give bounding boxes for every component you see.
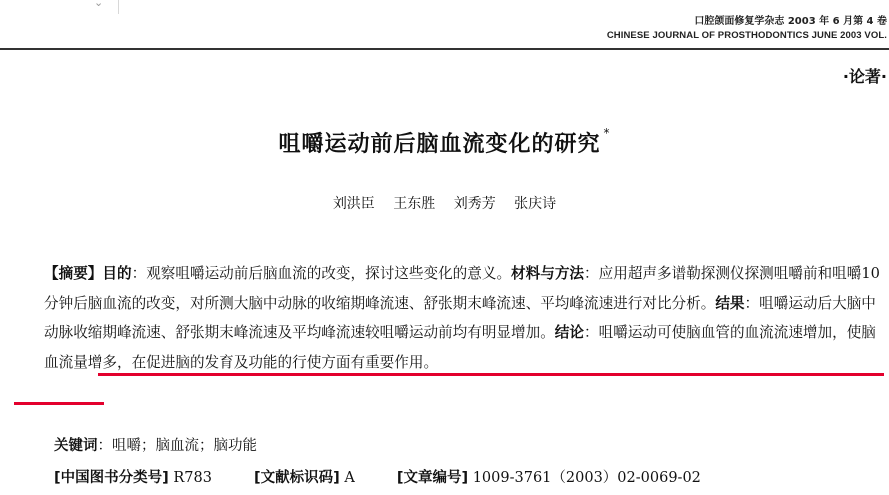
conclusion-text: ：咀嚼运动可使脑血管的血流流速增加，使脑血流量增多，在促进脑的发育及功能的行使方面有重要作用。: [44, 324, 876, 371]
article-number-value: 1009-3761（2003）02-0069-02: [472, 470, 701, 486]
section-tag: ·论著·: [842, 67, 887, 86]
title-footnote-mark: *: [603, 125, 611, 140]
purpose-label: 目的: [102, 265, 132, 282]
article-number-label: [文章编号]: [396, 470, 469, 486]
keywords-text: ：咀嚼；脑血流；脑功能: [97, 438, 257, 454]
viewer-toolbar-fragment: [0, 0, 119, 14]
article-title: [0, 127, 889, 158]
author-list: 刘洪臣 王东胜 刘秀芳 张庆诗: [332, 196, 557, 212]
chevron-down-icon[interactable]: ⌄: [94, 0, 104, 9]
purpose-text: ：观察咀嚼运动前后脑血流的改变，探讨这些变化的意义。: [131, 265, 512, 282]
keywords-label: 关键词: [54, 438, 98, 454]
doc-code-label: [文献标识码]: [253, 470, 340, 486]
conclusion-underline-line1: [98, 373, 884, 376]
abstract-paragraph: [44, 259, 886, 377]
journal-header-en: CHINESE JOURNAL OF PROSTHODONTICS JUNE 2003 VOL.: [606, 30, 887, 41]
conclusion-label: 结论: [554, 324, 584, 341]
methods-label: 材料与方法: [511, 265, 585, 282]
journal-header-cn: 口腔颌面修复学杂志 2003 年 6 月第 4 卷: [694, 16, 887, 27]
abstract: [44, 259, 886, 377]
results-text: ：咀嚼运动后大脑中动脉收缩期峰流速、舒张期末峰流速及平均峰流速较咀嚼运动前均有明显增加。: [44, 294, 876, 341]
article-title-text: 咀嚼运动前后脑血流变化的研究: [278, 132, 601, 157]
results-label: 结果: [715, 294, 745, 312]
clc-label: [中国图书分类号]: [54, 470, 169, 486]
conclusion-underline-line2: [14, 402, 104, 405]
methods-text: ：应用超声多谱勒探测仪探测咀嚼前和咀嚼10分钟后脑血流的改变，对所测大脑中动脉的收缩期峰流速、舒张期末峰流速、平均峰流速进行对比分析。: [44, 265, 880, 312]
clc-value: R783: [173, 470, 212, 486]
abstract-label: 【摘要】: [44, 265, 103, 282]
header-divider: [0, 48, 889, 50]
keywords: [54, 434, 257, 455]
classification-line: [54, 466, 701, 487]
doc-code-value: A: [344, 470, 355, 486]
